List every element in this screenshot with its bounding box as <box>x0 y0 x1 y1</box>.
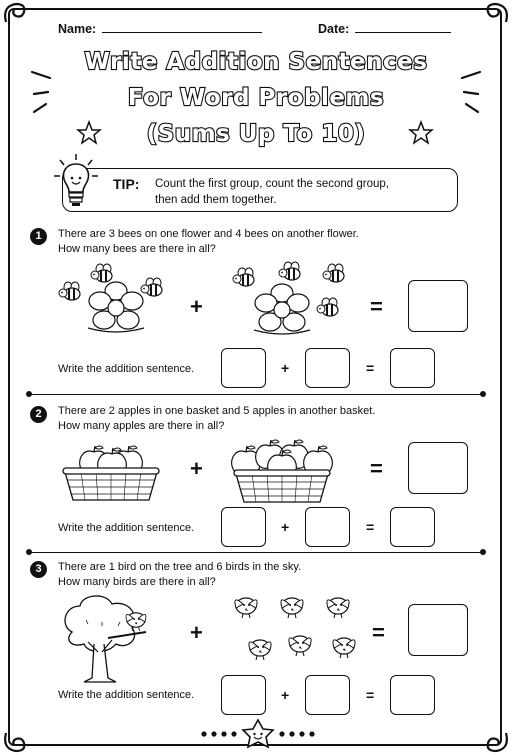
date-field[interactable]: Date: <box>318 22 451 36</box>
problem-text: There are 3 bees on one flower and 4 bees on another flower. How many bees are there in all? <box>58 228 359 255</box>
plus-sign: + <box>190 456 203 481</box>
answer-box[interactable] <box>408 442 468 494</box>
plus-sign: + <box>190 620 203 645</box>
problem-text: There are 1 bird on the tree and 6 birds in the sky. How many birds are there in all? <box>58 561 302 588</box>
plus-sign: + <box>190 294 203 319</box>
addend-box-2[interactable] <box>305 507 350 547</box>
birds-in-sky-picture <box>226 588 366 670</box>
basket-of-apples-picture <box>224 436 340 506</box>
corner-swirl-icon <box>482 725 512 755</box>
write-label: Write the addition sentence. <box>58 689 195 701</box>
tip-label: TIP: <box>113 176 140 192</box>
equals-sign: = <box>372 620 385 645</box>
corner-swirl-icon <box>0 0 30 30</box>
addend-box-1[interactable] <box>221 675 266 715</box>
sum-box[interactable] <box>390 507 435 547</box>
flower-with-bees-picture <box>48 262 168 342</box>
lightbulb-icon <box>52 152 100 212</box>
corner-swirl-icon <box>0 725 30 755</box>
problem-number: 3 <box>30 561 47 578</box>
problem-number: 1 <box>30 228 47 245</box>
divider <box>28 552 484 553</box>
plus-sign: + <box>281 687 290 703</box>
divider <box>28 394 484 395</box>
title-line-2: For Word Problems <box>127 85 385 111</box>
corner-swirl-icon <box>482 0 512 30</box>
equals-sign: = <box>370 456 383 481</box>
plus-sign: + <box>281 519 290 535</box>
plus-sign: + <box>281 360 290 376</box>
addend-box-1[interactable] <box>221 507 266 547</box>
answer-box[interactable] <box>408 604 468 656</box>
addend-box-2[interactable] <box>305 348 350 388</box>
name-field[interactable]: Name: <box>58 22 262 36</box>
problem-text: There are 2 apples in one basket and 5 apples in another basket. How many apples are there in all? <box>58 405 376 432</box>
tree-with-bird-picture <box>58 592 158 684</box>
equals-sign: = <box>370 294 383 319</box>
tip-text: Count the first group, count the second group, then add them together. <box>155 178 389 206</box>
equals-sign: = <box>366 687 375 703</box>
title-line-1: Write Addition Sentences <box>84 49 428 75</box>
star-face-decoration <box>196 718 320 750</box>
write-label: Write the addition sentence. <box>58 363 195 375</box>
equals-sign: = <box>366 360 375 376</box>
sum-box[interactable] <box>390 675 435 715</box>
problem-number: 2 <box>30 406 47 423</box>
sum-box[interactable] <box>390 348 435 388</box>
answer-box[interactable] <box>408 280 468 332</box>
write-label: Write the addition sentence. <box>58 522 195 534</box>
flower-with-bees-picture <box>222 258 352 342</box>
basket-of-apples-picture <box>56 440 166 506</box>
title-line-3: (Sums Up To 10) <box>146 121 366 147</box>
addend-box-2[interactable] <box>305 675 350 715</box>
addend-box-1[interactable] <box>221 348 266 388</box>
equals-sign: = <box>366 519 375 535</box>
